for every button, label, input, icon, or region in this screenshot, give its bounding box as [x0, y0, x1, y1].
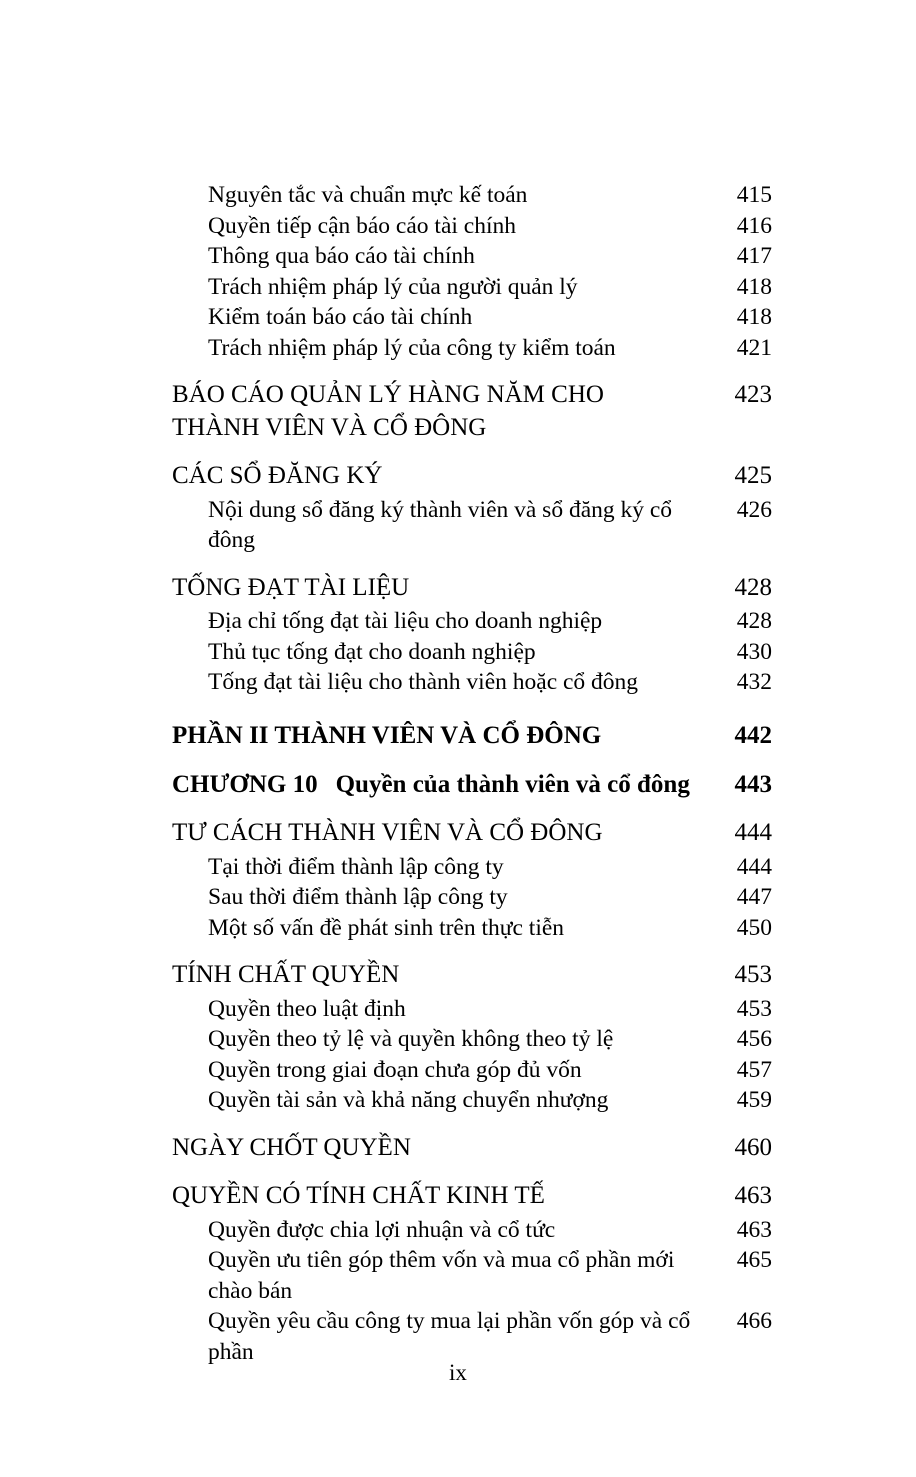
- toc-entry[interactable]: [172, 379, 772, 444]
- toc-entry[interactable]: [172, 667, 772, 698]
- toc-entry-title: Thông qua báo cáo tài chính: [208, 243, 475, 270]
- toc-entry-title: Kiểm toán báo cáo tài chính: [208, 304, 473, 331]
- toc-entry-chapter-title: [172, 769, 702, 802]
- toc-entry[interactable]: [172, 572, 772, 605]
- toc-entry-title: Quyền trong giai đoạn chưa góp đủ vốn: [208, 1056, 582, 1083]
- toc-entry-page-number: 418: [736, 273, 772, 300]
- toc-entry-page-number: 418: [736, 304, 772, 331]
- toc-entry-title: Nội dung sổ đăng ký thành viên và sổ đăng ký cổ đông: [208, 496, 673, 554]
- toc-entry-page-number: 450: [736, 914, 772, 941]
- toc-entry[interactable]: [172, 1055, 772, 1086]
- toc-entry-page-number: 460: [734, 1133, 772, 1161]
- toc-entry[interactable]: [172, 1132, 772, 1165]
- toc-entry-page-number: 428: [734, 573, 772, 601]
- toc-entry-page-number: 466: [736, 1308, 772, 1335]
- page-folio: ix: [449, 1360, 467, 1385]
- toc-entry-title: NGÀY CHỐT QUYỀN: [172, 1133, 411, 1161]
- toc-entry-title: Quyền của thành viên và cổ đông: [335, 770, 690, 798]
- toc-entry[interactable]: [172, 637, 772, 668]
- toc-entry[interactable]: [172, 211, 772, 242]
- toc-entry-title: Thủ tục tống đạt cho doanh nghiệp: [208, 638, 536, 665]
- toc-entry-title: TƯ CÁCH THÀNH VIÊN VÀ CỔ ĐÔNG: [172, 819, 603, 847]
- toc-entry-page-number: 428: [736, 608, 772, 635]
- toc-entry[interactable]: [172, 769, 772, 802]
- toc-entry-title: Quyền yêu cầu công ty mua lại phần vốn góp và cổ phần: [208, 1308, 691, 1366]
- toc-entry-title: TỐNG ĐẠT TÀI LIỆU: [172, 573, 410, 601]
- table-of-contents: [172, 180, 772, 1368]
- toc-entry-title: Sau thời điểm thành lập công ty: [208, 884, 508, 911]
- toc-entry-page-number: 463: [734, 1182, 772, 1210]
- toc-entry[interactable]: [172, 994, 772, 1025]
- toc-entry-page-number: 463: [736, 1216, 772, 1243]
- toc-entry-title: Nguyên tắc và chuẩn mực kế toán: [208, 182, 528, 208]
- toc-entry-title: Tại thời điểm thành lập công ty: [208, 853, 504, 880]
- toc-entry[interactable]: [172, 606, 772, 637]
- toc-entry[interactable]: [172, 241, 772, 272]
- toc-entry-title: CÁC SỔ ĐĂNG KÝ: [172, 462, 383, 490]
- toc-entry[interactable]: [172, 1085, 772, 1116]
- toc-entry-page-number: 453: [736, 995, 772, 1022]
- toc-entry-title: Quyền tiếp cận báo cáo tài chính: [208, 212, 516, 239]
- toc-entry-page-number: 447: [736, 884, 772, 911]
- toc-entry-title: Quyền ưu tiên góp thêm vốn và mua cổ phần mới chào bán: [208, 1247, 675, 1304]
- toc-entry-title: BÁO CÁO QUẢN LÝ HÀNG NĂM CHO THÀNH VIÊN VÀ CỔ ĐÔNG: [172, 381, 604, 441]
- toc-entry[interactable]: [172, 460, 772, 493]
- toc-entry-chapter-label: CHƯƠNG 10: [172, 770, 318, 798]
- toc-entry-title: QUYỀN CÓ TÍNH CHẤT KINH TẾ: [172, 1182, 545, 1210]
- toc-entry-page-number: 430: [736, 638, 772, 665]
- toc-entry[interactable]: [172, 913, 772, 944]
- toc-entry-page-number: 416: [736, 212, 772, 239]
- toc-entry-title: Một số vấn đề phát sinh trên thực tiễn: [208, 914, 565, 941]
- toc-entry-page-number: 444: [734, 819, 772, 847]
- toc-entry-page-number: 465: [736, 1247, 772, 1274]
- toc-entry[interactable]: [172, 180, 772, 211]
- toc-entry[interactable]: [172, 1024, 772, 1055]
- toc-entry[interactable]: [172, 272, 772, 303]
- toc-entry-title: PHẦN II THÀNH VIÊN VÀ CỔ ĐÔNG: [172, 722, 602, 750]
- toc-entry-page-number: 457: [736, 1056, 772, 1083]
- toc-entry-title: Địa chỉ tống đạt tài liệu cho doanh nghiệp: [208, 608, 603, 635]
- toc-entry-page-number: 442: [734, 722, 772, 750]
- toc-entry-title: Tống đạt tài liệu cho thành viên hoặc cổ đông: [208, 669, 639, 696]
- toc-entry-page-number: 425: [734, 462, 772, 490]
- toc-entry-page-number: 443: [734, 770, 772, 798]
- toc-entry-title: Quyền tài sản và khả năng chuyển nhượng: [208, 1087, 609, 1114]
- toc-entry[interactable]: [172, 495, 772, 556]
- toc-entry-title: Quyền theo luật định: [208, 995, 406, 1022]
- toc-entry-page-number: 426: [736, 496, 772, 523]
- toc-entry[interactable]: [172, 1215, 772, 1246]
- toc-entry-title: Trách nhiệm pháp lý của người quản lý: [208, 273, 578, 300]
- toc-entry-page-number: 417: [736, 243, 772, 270]
- toc-entry-title: Trách nhiệm pháp lý của công ty kiểm toán: [208, 334, 616, 361]
- toc-entry-page-number: 453: [734, 961, 772, 989]
- toc-entry[interactable]: [172, 1306, 772, 1367]
- toc-entry[interactable]: [172, 333, 772, 364]
- toc-entry[interactable]: [172, 1180, 772, 1213]
- toc-entry[interactable]: [172, 1245, 772, 1306]
- toc-entry-page-number: 456: [736, 1026, 772, 1053]
- toc-entry-page-number: 459: [736, 1087, 772, 1114]
- toc-entry-page-number: 444: [736, 853, 772, 880]
- toc-entry-page-number: 423: [734, 381, 772, 409]
- toc-entry-page-number: 432: [736, 669, 772, 696]
- toc-entry[interactable]: [172, 720, 772, 753]
- toc-entry-title: TÍNH CHẤT QUYỀN: [172, 961, 400, 989]
- toc-entry[interactable]: [172, 882, 772, 913]
- toc-entry-page-number: 415: [736, 182, 772, 208]
- toc-entry[interactable]: [172, 959, 772, 992]
- toc-entry[interactable]: [172, 817, 772, 850]
- toc-entry-page-number: 421: [736, 334, 772, 361]
- toc-entry[interactable]: [172, 302, 772, 333]
- toc-entry[interactable]: [172, 852, 772, 883]
- toc-entry-title: Quyền theo tỷ lệ và quyền không theo tỷ lệ: [208, 1026, 614, 1053]
- toc-entry-title: Quyền được chia lợi nhuận và cổ tức: [208, 1216, 556, 1243]
